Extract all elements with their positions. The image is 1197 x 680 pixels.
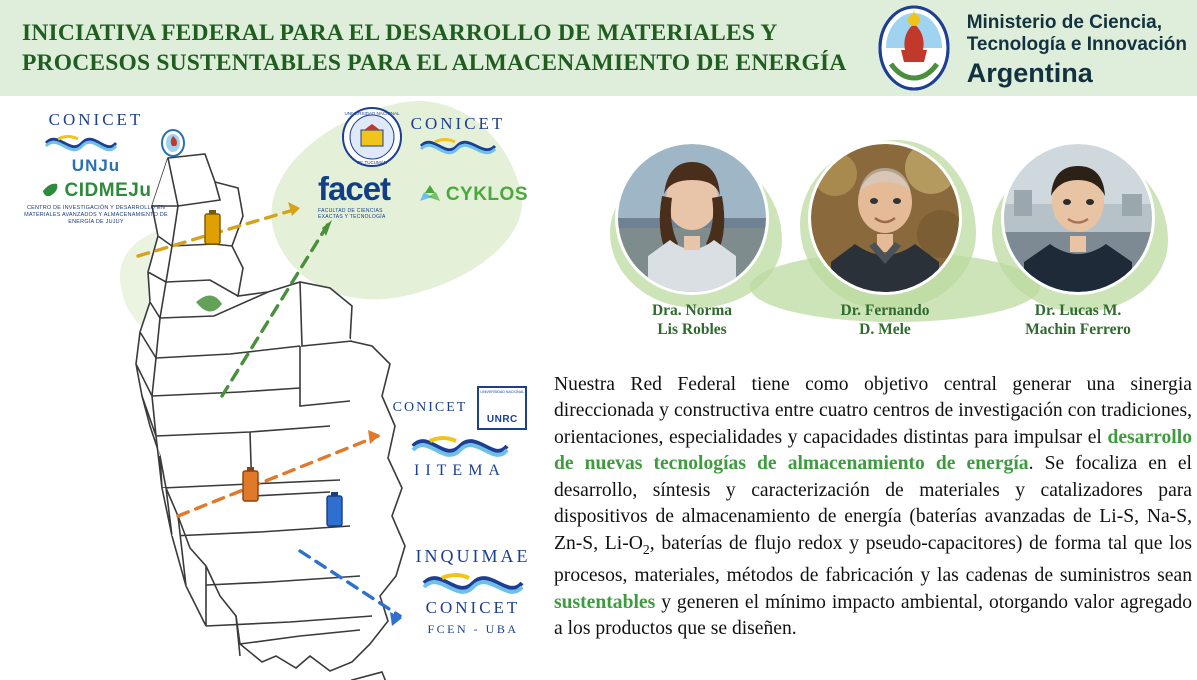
cidmeju-leaf-icon: [41, 182, 59, 200]
argentina-coat-of-arms-icon: [871, 4, 957, 97]
map-panel: [0, 96, 545, 680]
facet-conicet-label: CONICET: [410, 114, 506, 133]
person-card-2: [805, 144, 965, 339]
logo-inquimae: [398, 546, 548, 637]
ministry-name: [967, 12, 1187, 89]
person-name-2-line1: Dr. Fernando: [840, 302, 930, 319]
conicet-dna-icon: [44, 132, 118, 154]
avatar: [618, 144, 766, 292]
iitema-label: IITEMA: [414, 462, 506, 479]
person-card-1: [612, 144, 772, 339]
person-name-3: [998, 302, 1158, 339]
person-name-3-line2: Machin Ferrero: [1025, 320, 1131, 338]
conicet-dna-icon-4: [421, 569, 525, 597]
main-content: [0, 96, 1197, 680]
battery-marker-buenos-aires: [327, 492, 342, 526]
facet-sublabel: FACULTAD DE CIENCIAS EXACTAS Y TECNOLOGÍA: [318, 208, 386, 220]
unt-crest-icon: [341, 106, 403, 168]
team-photos: [600, 132, 1180, 362]
cidmeju-label: CIDMEJu: [64, 180, 152, 201]
conicet-dna-icon-2: [419, 135, 497, 157]
logo-cidmeju: [6, 110, 186, 226]
right-panel: [545, 96, 1197, 680]
facet-label: facet: [318, 170, 391, 207]
person-name-2: [805, 302, 965, 339]
cidmeju-conicet-label: CONICET: [48, 110, 144, 129]
description-paragraph: [554, 372, 1192, 643]
ministry-line-1: Ministerio de Ciencia,: [966, 12, 1163, 34]
person-name-2-line2: D. Mele: [859, 320, 911, 338]
avatar: [811, 144, 959, 292]
unrc-top-label: UNIVERSIDAD NACIONAL: [480, 390, 525, 394]
desc-part-1: Nuestra Red Federal tiene como objetivo central generar una sinergia direccionada y constructiva entre cuatro centros de investigación con tradiciones, orientaciones, especialidades y capacidades distintas para impulsar el: [554, 373, 1192, 448]
cidmeju-caption: CENTRO DE INVESTIGACIÓN Y DESARROLLO EN MATERIALES AVANZADOS Y ALMACENAMIENTO DE ENERGÍA DE JUJUY: [24, 205, 168, 225]
unju-label: UNJu: [71, 156, 121, 175]
unrc-label: UNRC: [486, 414, 518, 425]
desc-part-4: y generen el mínimo impacto ambiental, otorgando valor agregado a los productos que se diseñen.: [554, 591, 1192, 639]
conicet-dna-icon-3: [410, 432, 510, 460]
person-name-1-line2: Lis Robles: [657, 320, 727, 338]
desc-part-2: . Se focaliza en el desarrollo, síntesis y caracterización de materiales y catalizadores para dispositivos de almacenamiento de energía (baterías avanzadas de Li-S, Na-S, Zn-S, Li-O: [554, 453, 1192, 554]
unrc-logo: [477, 386, 527, 430]
battery-marker-jujuy: [205, 210, 220, 244]
recycle-icon: [417, 182, 443, 208]
svg-text:UNIVERSIDAD NACIONAL: UNIVERSIDAD NACIONAL: [344, 111, 400, 116]
person-name-1-line1: Dra. Norma: [651, 302, 733, 319]
desc-part-3: , baterías de flujo redox y pseudo-capacitores) de forma tal que los procesos, materiales, métodos de fabricación y las cadenas de suministros sean: [554, 532, 1192, 586]
battery-marker-cordoba: [243, 467, 258, 501]
page-header: [0, 0, 1197, 96]
inquimae-conicet-label: CONICET: [425, 598, 521, 617]
avatar: [1004, 144, 1152, 292]
desc-highlight-2: sustentables: [554, 591, 656, 613]
cyklos-label: CYKLOS: [445, 184, 528, 205]
logo-iitema: [385, 386, 535, 480]
iitema-conicet-label: CONICET: [392, 400, 468, 415]
person-name-1: [612, 302, 772, 339]
inquimae-label: INQUIMAE: [415, 546, 531, 566]
ministry-country: Argentina: [966, 57, 1093, 88]
unju-crest-icon: [160, 128, 186, 158]
desc-highlight-1: desarrollo de nuevas tecnologías de almacenamiento de energía: [554, 426, 1192, 475]
fcen-uba-label: FCEN - UBA: [427, 622, 519, 636]
ministry-line-2: Tecnología e Innovación: [966, 33, 1187, 55]
svg-text:DE TUCUMÁN: DE TUCUMÁN: [356, 160, 387, 165]
person-name-3-line1: Dr. Lucas M.: [1034, 302, 1122, 319]
ministry-branding: [871, 4, 1187, 97]
logo-facet: [318, 106, 528, 220]
page-title: INICIATIVA FEDERAL PARA EL DESARROLLO DE MATERIALES Y PROCESOS SUSTENTABLES PARA EL ALMACENAMIENTO DE ENERGÍA: [22, 20, 847, 76]
person-card-3: [998, 144, 1158, 339]
desc-subscript: 2: [642, 541, 650, 557]
